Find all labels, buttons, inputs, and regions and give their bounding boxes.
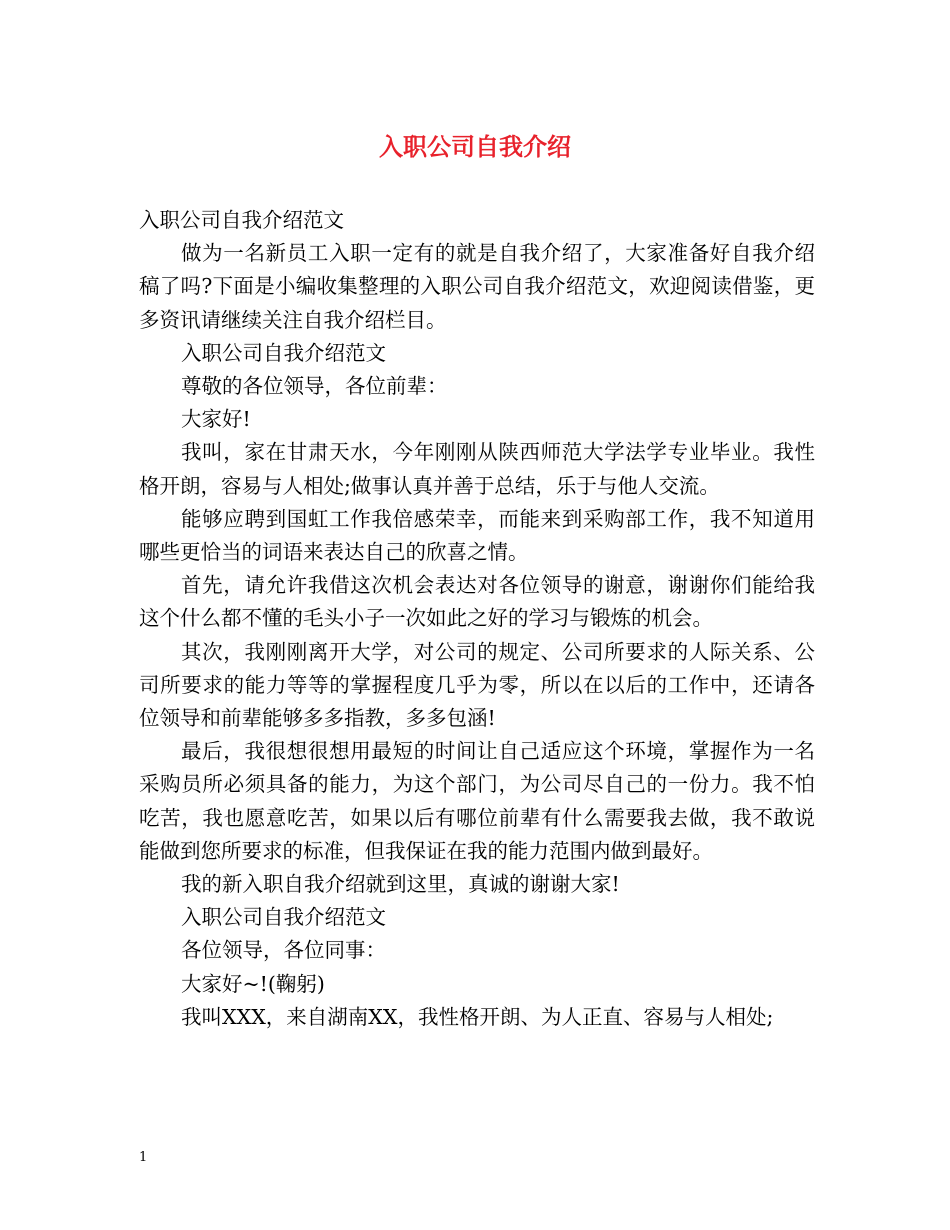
paragraph: 最后，我很想很想用最短的时间让自己适应这个环境，掌握作为一名采购员所必须具备的能力，为这个部门，为公司尽自己的一份力。我不怕吃苦，我也愿意吃苦，如果以后有哪位前辈有什么需要我去做，我不敢说能做到您所要求的标准，但我保证在我的能力范围内做到最好。	[139, 739, 815, 863]
paragraph: 我叫XXX，来自湖南XX，我性格开朗、为人正直、容易与人相处;	[181, 1004, 774, 1029]
paragraph: 入职公司自我介绍范文	[181, 905, 386, 930]
paragraph: 尊敬的各位领导，各位前辈：	[181, 374, 448, 399]
paragraph: 入职公司自我介绍范文	[139, 208, 344, 232]
paragraph: 大家好~!(鞠躬)	[181, 971, 325, 996]
paragraph: 我叫，家在甘肃天水，今年刚刚从陕西师范大学法学专业毕业。我性格开朗，容易与人相处;做事认真并善于总结，乐于与他人交流。	[139, 440, 815, 498]
paragraph: 能够应聘到国虹工作我倍感荣幸，而能来到采购部工作，我不知道用哪些更恰当的词语来表达自己的欣喜之情。	[139, 506, 815, 565]
paragraph: 其次，我刚刚离开大学，对公司的规定、公司所要求的人际关系、公司所要求的能力等等的掌握程度几乎为零，所以在以后的工作中，还请各位领导和前辈能够多多指教，多多包涵!	[139, 639, 815, 731]
paragraph: 入职公司自我介绍范文	[181, 340, 386, 365]
page-number: 1	[139, 1150, 148, 1165]
paragraph: 大家好!	[181, 407, 251, 432]
paragraph: 各位领导，各位同事：	[181, 938, 386, 963]
document-title: 入职公司自我介绍	[379, 133, 571, 161]
paragraph: 首先，请允许我借这次机会表达对各位领导的谢意，谢谢你们能给我这个什么都不懂的毛头小子一次如此之好的学习与锻炼的机会。	[139, 573, 815, 631]
document-body	[139, 204, 815, 1034]
paragraph: 我的新入职自我介绍就到这里，真诚的谢谢大家!	[181, 872, 620, 897]
paragraph: 做为一名新员工入职一定有的就是自我介绍了，大家准备好自我介绍稿了吗?下面是小编收集整理的入职公司自我介绍范文，欢迎阅读借鉴，更多资讯请继续关注自我介绍栏目。	[139, 241, 815, 332]
